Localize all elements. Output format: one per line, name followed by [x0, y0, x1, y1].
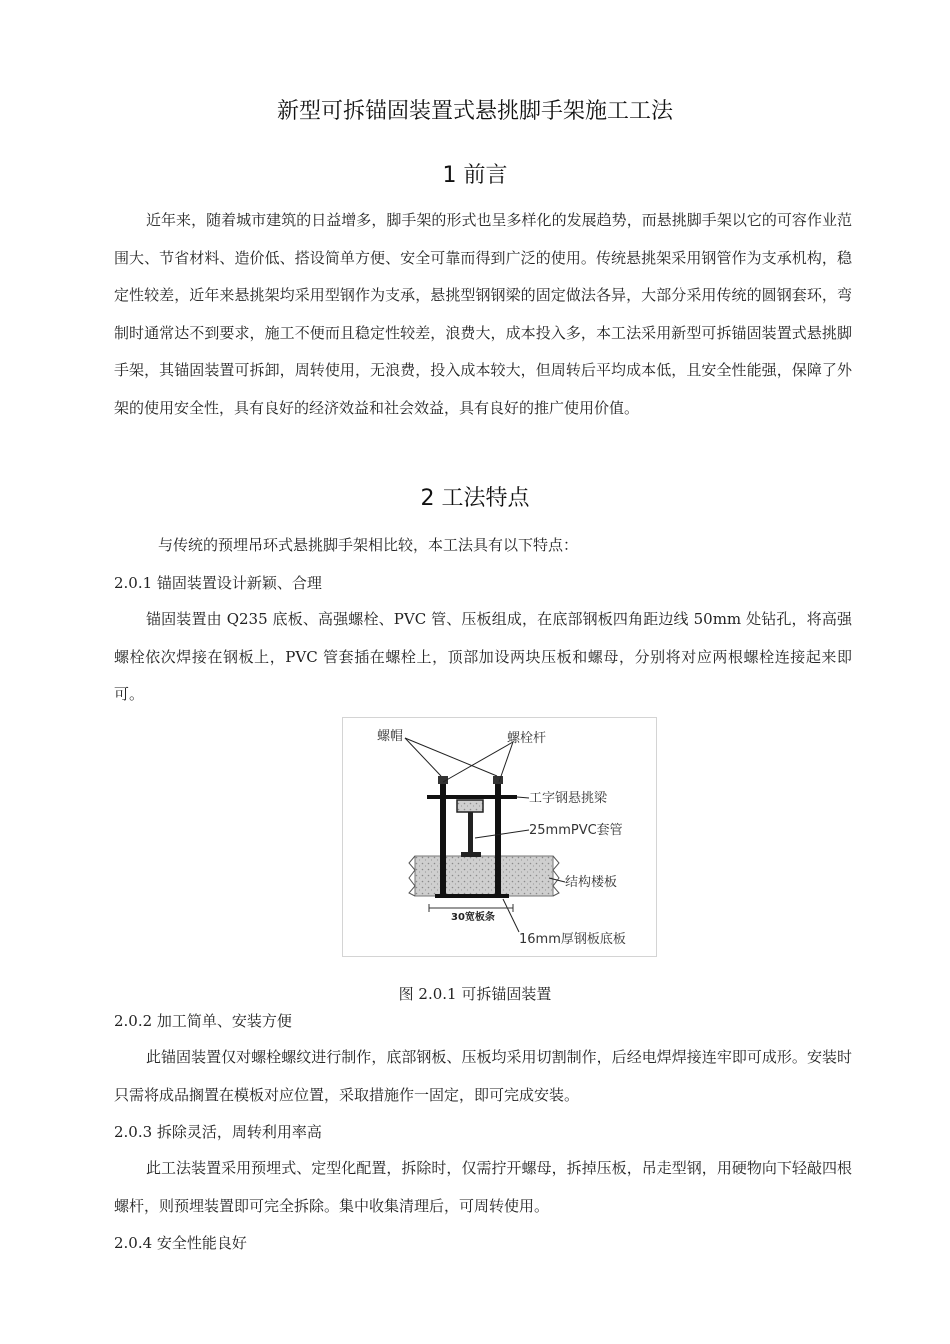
document-title: 新型可拆锚固装置式悬挑脚手架施工工法	[276, 99, 673, 124]
item-2-0-4-label: 2.0.4 安全性能良好	[114, 1234, 247, 1252]
bolt-right	[495, 776, 501, 896]
i-beam-web	[468, 812, 473, 856]
item-2-0-1-text: 锚固装置由 Q235 底板、高强螺栓、PVC 管、压板组成，在底部钢板四角距边线 50mm 处钻孔，将高强螺栓依次焊接在钢板上，PVC 管套插在螺栓上，顶部加设两块压板和螺母，分别将对应两根螺栓连接起来即可。	[114, 610, 852, 703]
item-2-0-1-label: 2.0.1 锚固装置设计新颖、合理	[114, 574, 322, 592]
nut-right	[493, 776, 503, 784]
section-heading-2: 2 工法特点	[420, 486, 530, 511]
item-2-0-2-label: 2.0.2 加工简单、安装方便	[114, 1012, 292, 1030]
label-pvc: 25mmPVC套管	[529, 823, 623, 838]
press-plate	[427, 795, 517, 799]
i-beam-bottom	[461, 852, 481, 857]
label-base-plate: 16mm厚钢板底板	[519, 932, 626, 947]
label-i-beam: 工字钢悬挑梁	[529, 791, 608, 806]
anchor-device-diagram	[343, 718, 656, 956]
figure-caption: 图 2.0.1 可拆锚固装置	[398, 985, 552, 1003]
section-1-paragraph: 近年来，随着城市建筑的日益增多，脚手架的形式也呈多样化的发展趋势，而悬挑脚手架以它的可容作业范围大、节省材料、造价低、搭设简单方便、安全可靠而得到广泛的使用。传统悬挑架采用钢管作为支承机构，稳定性较差，近年来悬挑架均采用型钢作为支承，悬挑型钢钢梁的固定做法各异，大部分采用传统的圆钢套环，弯制时通常达不到要求，施工不便而且稳定性较差，浪费大，成本投入多，本工法采用新型可拆锚固装置式悬挑脚手架，其锚固装置可拆卸，周转使用，无浪费，投入成本较大，但周转后平均成本低，且安全性能强，保障了外架的使用安全性，具有良好的经济效益和社会效益，具有良好的推广使用价值。	[114, 211, 852, 417]
structural-slab	[415, 856, 553, 896]
item-2-0-3-text: 此工法装置采用预埋式、定型化配置，拆除时，仅需拧开螺母，拆掉压板，吊走型钢，用硬物向下轻敲四根螺杆，则预埋装置即可完全拆除。集中收集清理后，可周转使用。	[114, 1159, 852, 1215]
label-nut: 螺帽	[377, 729, 404, 744]
item-2-0-3-label: 2.0.3 拆除灵活，周转利用率高	[114, 1123, 322, 1141]
label-strip: 30宽板条	[451, 912, 495, 923]
item-2-0-2-text: 此锚固装置仅对螺栓螺纹进行制作，底部钢板、压板均采用切割制作，后经电焊焊接连牢即可成形。安装时只需将成品搁置在模板对应位置，采取措施作一固定，即可完成安装。	[114, 1048, 852, 1104]
section-heading-1: 1 前言	[442, 163, 508, 188]
section-2-intro: 与传统的预埋吊环式悬挑脚手架相比较，本工法具有以下特点：	[158, 536, 579, 554]
label-bolt-rod: 螺栓杆	[507, 731, 547, 746]
i-beam-top	[457, 800, 483, 812]
anchor-device-figure	[342, 717, 657, 957]
label-slab: 结构楼板	[565, 875, 618, 890]
bolt-left	[440, 776, 446, 896]
